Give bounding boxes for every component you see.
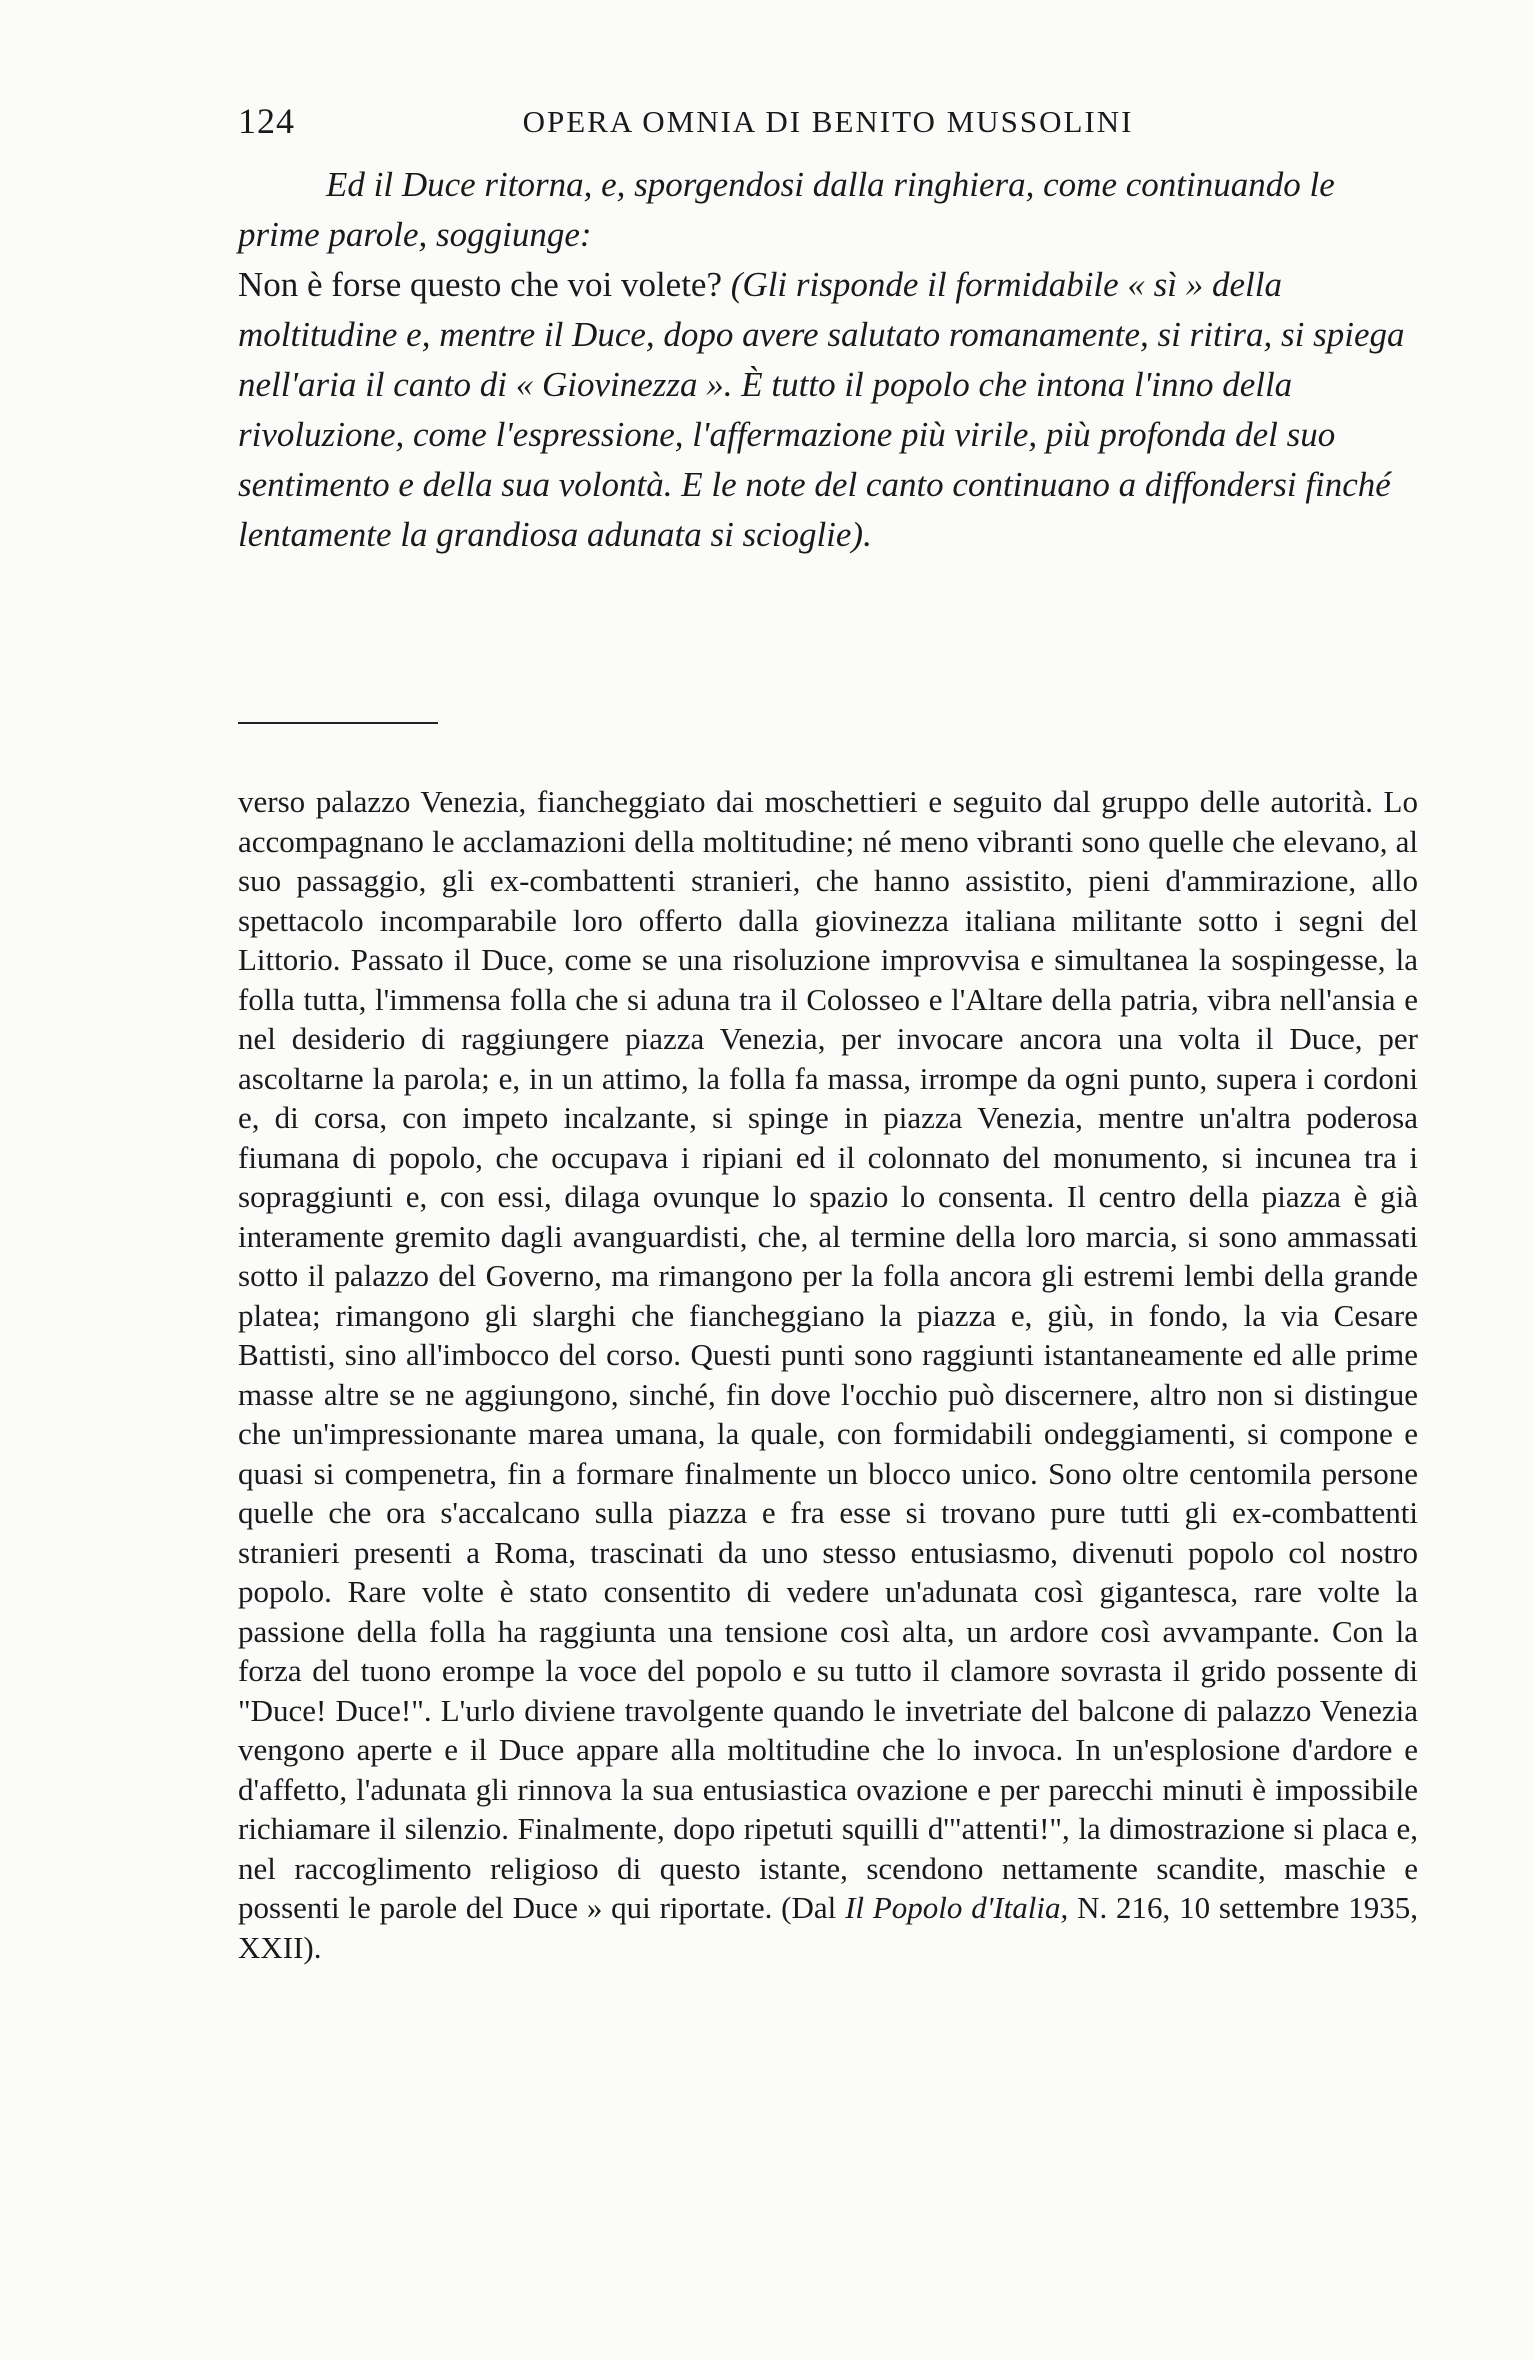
intro-text: Ed il Duce ritorna, e, sporgendosi dalla ringhiera, come continuando le prime parole, soggiunge: — [238, 165, 1335, 254]
main-text — [238, 160, 1418, 560]
footnote-separator — [238, 722, 438, 724]
source-title: Il Popolo d'Italia, — [845, 1890, 1069, 1925]
footnote-text: verso palazzo Venezia, fiancheggiato dai moschettieri e seguito dal gruppo delle autorità. Lo accompagnano le acclamazioni della moltitudine; né meno vibranti sono quelle che elevano, al suo passaggio, gli ex-combattenti stranieri, che hanno assistito, pieni d'ammirazione, allo spettacolo incomparabile loro offerto dalla giovinezza italiana militante sotto i segni del Littorio. Passato il Duce, come se una risoluzione improvvisa e simultanea la sospingesse, la folla tutta, l'immensa folla che si aduna tra il Colosseo e l'Altare della patria, vibra nell'ansia e nel desiderio di raggiungere piazza Venezia, per invocare ancora una volta il Duce, per ascoltarne la parola; e, in un attimo, la folla fa massa, irrompe da ogni punto, supera i cordoni e, di corsa, con impeto incalzante, si spinge in piazza Venezia, mentre un'altra poderosa fiumana di popolo, che occupava i ripiani ed il colonnato del monumento, si incunea tra i sopraggiunti e, con essi, dilaga ovunque lo spazio lo consenta. Il centro della piazza è già interamente gremito dagli avanguardisti, che, al termine della loro marcia, si sono ammassati sotto il palazzo del Governo, ma rimangono per la folla ancora gli estremi lembi della grande platea; rimangono gli slarghi che fiancheggiano la piazza e, giù, in fondo, la via Cesare Battisti, sino all'imbocco del corso. Questi punti sono raggiunti istantaneamente ed alle prime masse altre se ne aggiungono, sinché, fin dove l'occhio può discernere, altro non si distingue che un'impressionante marea umana, la quale, con formidabili ondeggiamenti, si compone e quasi si compenetra, fin a formare finalmente un blocco unico. Sono oltre centomila persone quelle che ora s'accalcano sulla piazza e fra esse si trovano pure tutti gli ex-combattenti stranieri presenti a Roma, trascinati da uno stesso entusiasmo, divenuti popolo col nostro popolo. Rare volte è stato consentito di vedere un'adunata così gigantesca, rare volte la passione della folla ha raggiunta una tensione così alta, un ardore così avvampante. Con la forza del tuono erompe la voce del popolo e su tutto il clamore sovrasta il grido possente di "Duce! Duce!". L'urlo diviene travolgente quando le invetriate del balcone di palazzo Venezia vengono aperte e il Duce appare alla moltitudine che lo invoca. In un'esplosione d'ardore e d'affetto, l'adunata gli rinnova la sua entusiastica ovazione e per parecchi minuti è impossibile richiamare il silenzio. Finalmente, dopo ripetuti squilli d'"attenti!", la dimostrazione si placa e, nel raccoglimento religioso di questo istante, scendono nettamente scandite, maschie e possenti le parole del Duce » qui riportate. (Dal — [238, 784, 1418, 1925]
footnote — [238, 782, 1418, 1967]
intro-paragraph — [238, 160, 1418, 260]
page-number: 124 — [238, 101, 295, 141]
footnote-citation: N. 216, 10 settembre 1935, XXII). — [238, 1890, 1419, 1965]
running-head: OPERA OMNIA DI BENITO MUSSOLINI — [522, 104, 1134, 139]
duce-question: Non è forse questo che voi volete? — [238, 265, 723, 304]
crowd-narration: (Gli risponde il formidabile « sì » della moltitudine e, mentre il Duce, dopo avere salutato romanamente, si ritira, si spiega nell'aria il canto di « Giovinezza ». È tutto il popolo che intona l'inno della rivoluzione, come l'espressione, l'affermazione più virile, più profonda del suo sentimento e della sua volontà. E le note del canto continuano a diffondersi finché lentamente la grandiosa adunata si scioglie). — [238, 265, 1405, 554]
speech-paragraph — [238, 260, 1418, 560]
page-header — [238, 100, 1418, 160]
